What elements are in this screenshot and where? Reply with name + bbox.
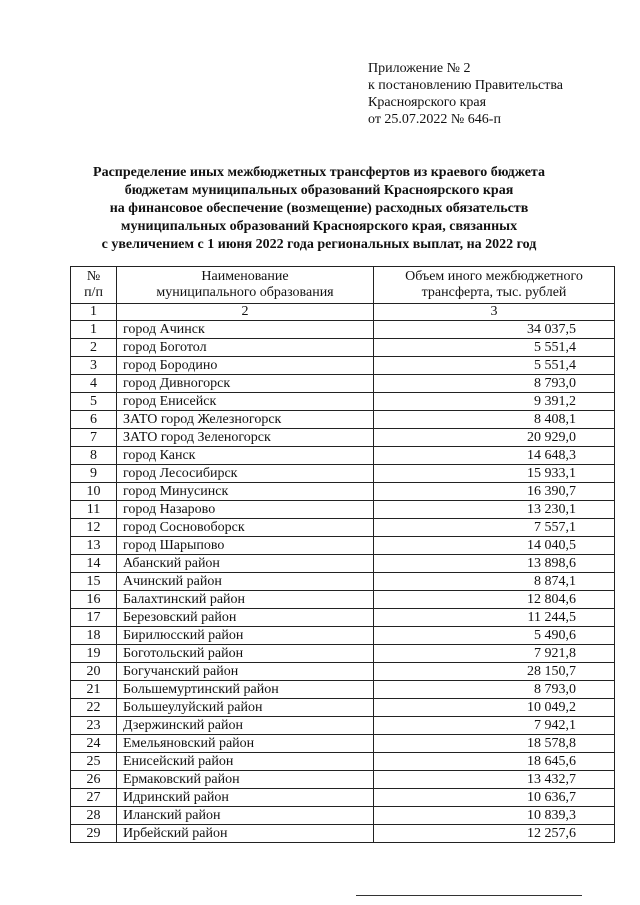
row-number: 14 — [71, 555, 117, 573]
row-number: 2 — [71, 339, 117, 357]
table-row — [71, 339, 615, 357]
row-number: 1 — [71, 321, 117, 339]
transfer-amount: 8 793,0 — [374, 375, 615, 393]
municipality-name: город Лесосибирск — [117, 465, 374, 483]
transfer-amount: 11 244,5 — [374, 609, 615, 627]
transfer-amount: 7 942,1 — [374, 717, 615, 735]
transfer-amount: 18 645,6 — [374, 753, 615, 771]
transfer-amount: 12 804,6 — [374, 591, 615, 609]
signature-line — [356, 895, 582, 896]
municipality-name: Березовский район — [117, 609, 374, 627]
municipality-name: Богучанский район — [117, 663, 374, 681]
transfer-amount: 5 551,4 — [374, 339, 615, 357]
row-number: 22 — [71, 699, 117, 717]
title-line: с увеличением с 1 июня 2022 года региональных выплат, на 2022 год — [101, 237, 537, 252]
transfer-amount: 13 898,6 — [374, 555, 615, 573]
table-row — [71, 573, 615, 591]
row-number: 23 — [71, 717, 117, 735]
transfer-amount: 5 551,4 — [374, 357, 615, 375]
transfer-amount: 10 049,2 — [374, 699, 615, 717]
appendix-line: Приложение № 2 — [368, 61, 471, 76]
municipality-name: Енисейский район — [117, 753, 374, 771]
row-number: 5 — [71, 393, 117, 411]
column-index-row — [71, 304, 615, 321]
municipality-name: ЗАТО город Зеленогорск — [117, 429, 374, 447]
table-row — [71, 501, 615, 519]
table-row — [71, 699, 615, 717]
column-index: 3 — [374, 304, 615, 321]
row-number: 6 — [71, 411, 117, 429]
transfer-amount: 10 636,7 — [374, 789, 615, 807]
municipality-name: Емельяновский район — [117, 735, 374, 753]
row-number: 11 — [71, 501, 117, 519]
municipality-name: город Боготол — [117, 339, 374, 357]
table-row — [71, 771, 615, 789]
municipality-name: Ачинский район — [117, 573, 374, 591]
table-row — [71, 609, 615, 627]
row-number: 9 — [71, 465, 117, 483]
row-number: 25 — [71, 753, 117, 771]
table-row — [71, 393, 615, 411]
municipality-name: город Шарыпово — [117, 537, 374, 555]
row-number: 12 — [71, 519, 117, 537]
table-row — [71, 753, 615, 771]
table-row — [71, 807, 615, 825]
transfer-amount: 5 490,6 — [374, 627, 615, 645]
transfer-amount: 14 648,3 — [374, 447, 615, 465]
table-row — [71, 717, 615, 735]
transfer-amount: 20 929,0 — [374, 429, 615, 447]
table-row — [71, 411, 615, 429]
transfer-amount: 15 933,1 — [374, 465, 615, 483]
table-row — [71, 789, 615, 807]
header-text: муниципального образования — [156, 285, 334, 300]
row-number: 18 — [71, 627, 117, 645]
municipality-name: город Ачинск — [117, 321, 374, 339]
municipality-name: город Бородино — [117, 357, 374, 375]
transfer-amount: 8 793,0 — [374, 681, 615, 699]
row-number: 26 — [71, 771, 117, 789]
municipality-name: город Енисейск — [117, 393, 374, 411]
table-row — [71, 591, 615, 609]
transfer-amount: 9 391,2 — [374, 393, 615, 411]
municipality-name: Абанский район — [117, 555, 374, 573]
municipality-name: Дзержинский район — [117, 717, 374, 735]
transfer-amount: 16 390,7 — [374, 483, 615, 501]
table-row — [71, 321, 615, 339]
row-number: 3 — [71, 357, 117, 375]
table-row — [71, 447, 615, 465]
header-text: трансферта, тыс. рублей — [421, 285, 567, 300]
transfers-table — [70, 266, 615, 843]
column-index: 1 — [71, 304, 117, 321]
appendix-line: Красноярского края — [368, 95, 487, 110]
document-title — [40, 164, 598, 254]
header-text: № — [86, 269, 101, 284]
municipality-name: Балахтинский район — [117, 591, 374, 609]
municipality-name: город Назарово — [117, 501, 374, 519]
transfer-amount: 8 408,1 — [374, 411, 615, 429]
row-number: 7 — [71, 429, 117, 447]
table-header-row — [71, 267, 615, 304]
table-row — [71, 465, 615, 483]
table-row — [71, 555, 615, 573]
table-row — [71, 735, 615, 753]
row-number: 20 — [71, 663, 117, 681]
header-number — [71, 267, 117, 304]
transfer-amount: 18 578,8 — [374, 735, 615, 753]
row-number: 10 — [71, 483, 117, 501]
row-number: 4 — [71, 375, 117, 393]
municipality-name: Большеулуйский район — [117, 699, 374, 717]
row-number: 13 — [71, 537, 117, 555]
transfer-amount: 8 874,1 — [374, 573, 615, 591]
table-row — [71, 825, 615, 843]
municipality-name: город Минусинск — [117, 483, 374, 501]
municipality-name: Идринский район — [117, 789, 374, 807]
municipality-name: Ермаковский район — [117, 771, 374, 789]
row-number: 29 — [71, 825, 117, 843]
municipality-name: Ирбейский район — [117, 825, 374, 843]
municipality-name: город Канск — [117, 447, 374, 465]
column-index: 2 — [117, 304, 374, 321]
table-row — [71, 429, 615, 447]
transfer-amount: 28 150,7 — [374, 663, 615, 681]
table-row — [71, 375, 615, 393]
header-text: п/п — [84, 285, 103, 300]
municipality-name: город Дивногорск — [117, 375, 374, 393]
municipality-name: ЗАТО город Железногорск — [117, 411, 374, 429]
transfer-amount: 12 257,6 — [374, 825, 615, 843]
row-number: 16 — [71, 591, 117, 609]
table-row — [71, 627, 615, 645]
title-line: Распределение иных межбюджетных трансфертов из краевого бюджета — [93, 165, 545, 180]
title-line: бюджетам муниципальных образований Красноярского края — [124, 183, 514, 198]
row-number: 19 — [71, 645, 117, 663]
transfer-amount: 34 037,5 — [374, 321, 615, 339]
header-text: Наименование — [201, 269, 289, 284]
row-number: 17 — [71, 609, 117, 627]
appendix-line: к постановлению Правительства — [368, 78, 564, 93]
municipality-name: Иланский район — [117, 807, 374, 825]
table-row — [71, 645, 615, 663]
appendix-line: от 25.07.2022 № 646-п — [368, 112, 501, 127]
transfer-amount: 14 040,5 — [374, 537, 615, 555]
header-name — [117, 267, 374, 304]
row-number: 15 — [71, 573, 117, 591]
table-row — [71, 663, 615, 681]
table-row — [71, 357, 615, 375]
transfer-amount: 10 839,3 — [374, 807, 615, 825]
table-row — [71, 519, 615, 537]
row-number: 27 — [71, 789, 117, 807]
row-number: 21 — [71, 681, 117, 699]
transfer-amount: 7 557,1 — [374, 519, 615, 537]
municipality-name: Боготольский район — [117, 645, 374, 663]
title-line: на финансовое обеспечение (возмещение) расходных обязательств — [109, 201, 529, 216]
table-row — [71, 483, 615, 501]
title-line: муниципальных образований Красноярского края, связанных — [120, 219, 518, 234]
row-number: 24 — [71, 735, 117, 753]
row-number: 28 — [71, 807, 117, 825]
municipality-name: город Сосновоборск — [117, 519, 374, 537]
transfer-amount: 13 432,7 — [374, 771, 615, 789]
municipality-name: Бирилюсский район — [117, 627, 374, 645]
row-number: 8 — [71, 447, 117, 465]
table-row — [71, 537, 615, 555]
table-row — [71, 681, 615, 699]
header-amount — [374, 267, 615, 304]
transfer-amount: 13 230,1 — [374, 501, 615, 519]
appendix-block — [368, 60, 563, 128]
header-text: Объем иного межбюджетного — [405, 269, 583, 284]
municipality-name: Большемуртинский район — [117, 681, 374, 699]
transfer-amount: 7 921,8 — [374, 645, 615, 663]
